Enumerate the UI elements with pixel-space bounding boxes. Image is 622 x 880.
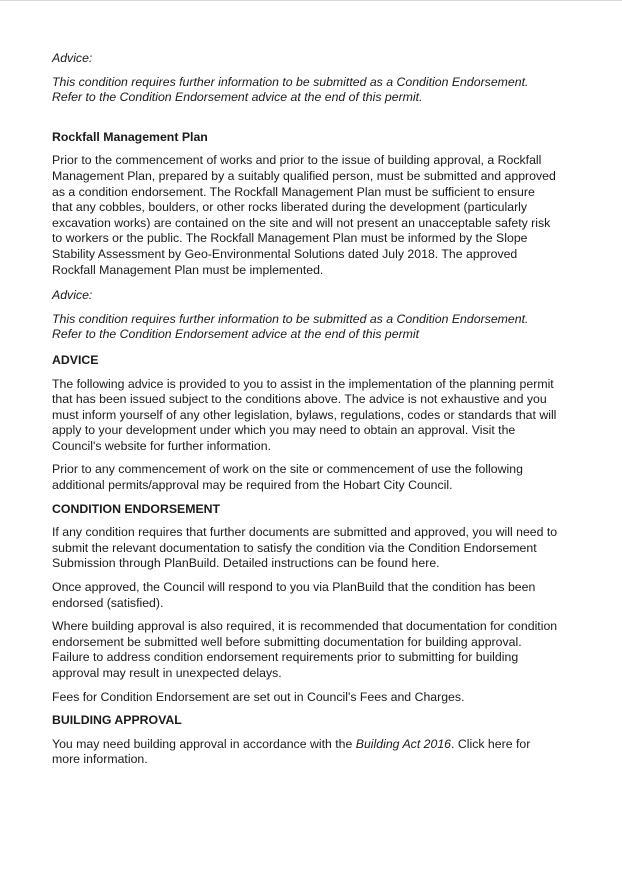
ce-paragraph-3 <box>52 619 572 681</box>
text-line: Council's website for further information. <box>52 438 272 453</box>
text-line: endorsed (satisfied). <box>52 595 164 610</box>
text-line: Prior to any commencement of work on the site or commencement of use the following <box>52 462 523 477</box>
text-line: Prior to the commencement of works and prior to the issue of building approval, a Rockfall <box>52 153 542 168</box>
text-line: Stability Assessment by Geo-Environmental Solutions dated July 2018. The approved <box>52 246 518 261</box>
text-line: endorsement be submitted well before submitting documentation for building approval. <box>52 634 522 649</box>
text-line: that has been issued subject to the conditions above. The advice is not exhaustive and you <box>52 392 547 407</box>
ce-paragraph-1 <box>52 525 572 572</box>
text-line: that any cobbles, boulders, or other rocks liberated during the development (particularly <box>52 200 528 215</box>
rockfall-advice-label: Advice: <box>52 288 93 303</box>
advice-label: Advice: <box>52 51 93 65</box>
text-line: submit the relevant documentation to satisfy the condition via the Condition Endorsement <box>52 540 537 555</box>
text-line: If any condition requires that further documents are submitted and approved, you will need to <box>52 525 558 540</box>
text-line: Rockfall Management Plan must be implemented. <box>52 262 324 277</box>
advice-text-line: This condition requires further information to be submitted as a Condition Endorsement. <box>52 311 529 326</box>
advice-paragraph-1 <box>52 377 572 455</box>
advice-text-line: This condition requires further information to be submitted as a Condition Endorsement. <box>52 74 529 89</box>
rockfall-advice-text <box>52 312 572 343</box>
advice-text-line: Refer to the Condition Endorsement advice at the end of this permit. <box>52 90 423 105</box>
building-approval-paragraph <box>52 737 572 768</box>
ba-text: You may need building approval in accordance with the <box>52 736 356 751</box>
advice-heading: ADVICE <box>52 352 99 367</box>
building-approval-heading: BUILDING APPROVAL <box>52 713 182 728</box>
text-line: must inform yourself of any other legislation, bylaws, regulations, codes or standards that will <box>52 407 557 422</box>
text-line: Management Plan, prepared by a suitably qualified person, must be submitted and approved <box>52 168 556 183</box>
text-line: to workers or the public. The Rockfall Management Plan must be informed by the Slope <box>52 231 528 246</box>
text-line: The following advice is provided to you to assist in the implementation of the planning permit <box>52 376 554 391</box>
text-line: excavation works) are contained on the site and will not present an unacceptable safety risk <box>52 215 551 230</box>
text-line: Where building approval is also required, it is recommended that documentation for condition <box>52 619 558 634</box>
advice-text <box>52 75 572 106</box>
building-act-title: Building Act 2016 <box>355 736 452 751</box>
rockfall-heading: Rockfall Management Plan <box>52 129 208 144</box>
ba-text: . Click here for <box>451 736 531 751</box>
text-line: as a condition endorsement. The Rockfall Management Plan must be sufficient to ensure <box>52 184 535 199</box>
advice-text-line: Refer to the Condition Endorsement advice at the end of this permit <box>52 327 420 342</box>
text-line: approval may result in unexpected delays. <box>52 666 282 680</box>
text-line: Once approved, the Council will respond to you via PlanBuild that the condition has been <box>52 580 536 595</box>
advice-paragraph-2 <box>52 462 572 493</box>
ce-paragraph-4: Fees for Condition Endorsement are set out in Council's Fees and Charges. <box>52 689 465 704</box>
text-line: additional permits/approval may be required from the Hobart City Council. <box>52 478 453 493</box>
text-line: Failure to address condition endorsement requirements prior to submitting for building <box>52 650 519 665</box>
rockfall-paragraph <box>52 153 572 278</box>
ce-paragraph-2 <box>52 580 572 611</box>
condition-endorsement-heading: CONDITION ENDORSEMENT <box>52 501 221 516</box>
ba-text: more information. <box>52 752 148 767</box>
text-line: apply to your development under which you may need to obtain an approval. Visit the <box>52 423 516 438</box>
document-body <box>52 51 572 768</box>
text-line: Submission through PlanBuild. Detailed instructions can be found here. <box>52 556 440 571</box>
